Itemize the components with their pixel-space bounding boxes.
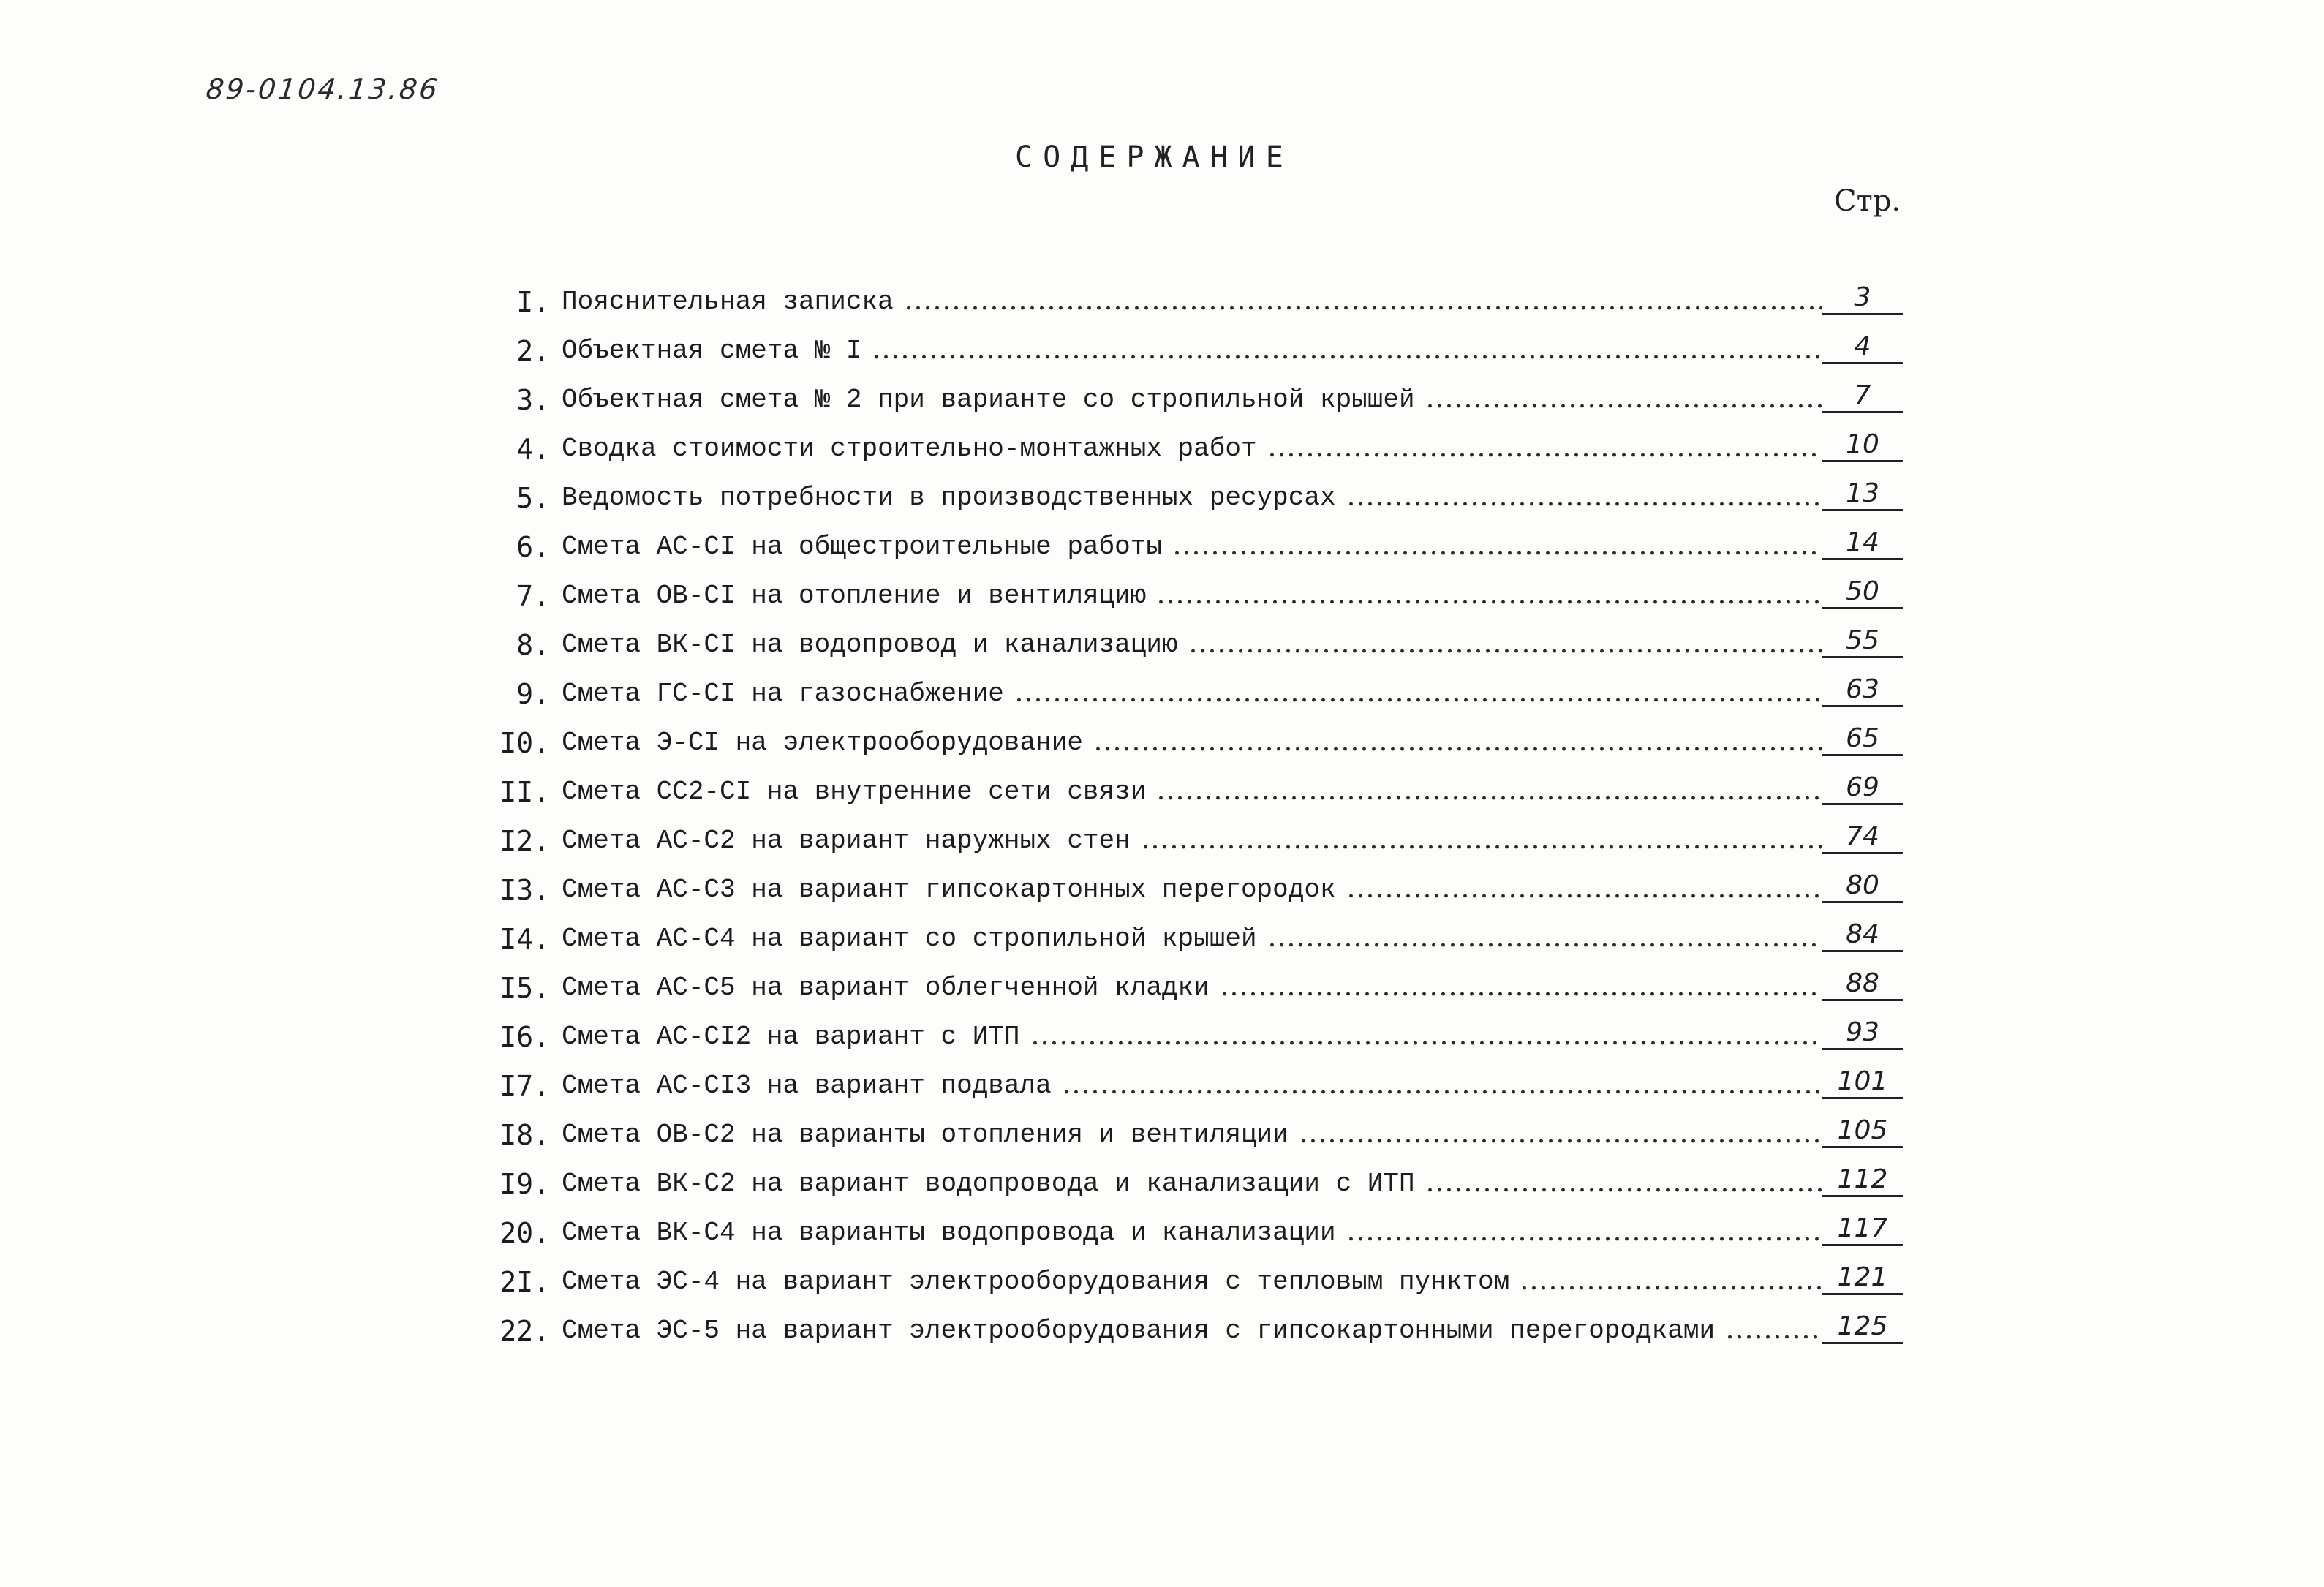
toc-item-title: Смета ОВ-С2 на варианты отопления и вентиляции: [562, 1120, 1289, 1150]
toc-item-page: 10: [1822, 429, 1903, 462]
toc-item-title: Смета СС2-СI на внутренние сети связи: [562, 777, 1147, 807]
toc-item-number: I3.: [499, 874, 550, 906]
toc-row: [491, 808, 1903, 857]
toc-item-title: Смета АС-С4 на вариант со стропильной крышей: [562, 924, 1257, 954]
toc-item-number: II.: [499, 776, 550, 808]
toc-row: [491, 367, 1903, 416]
toc-item-title: Пояснительная записка: [562, 287, 894, 317]
toc-row: [491, 1004, 1903, 1053]
dot-leader: [1346, 893, 1822, 899]
toc-item-title: Смета ВК-СI на водопровод и канализацию: [562, 630, 1178, 660]
toc-item-page: 121: [1822, 1262, 1903, 1295]
dot-leader: [904, 305, 1822, 311]
toc-row: [491, 661, 1903, 710]
toc-item-title: Объектная смета № I: [562, 336, 862, 366]
dot-leader: [1425, 403, 1822, 409]
toc-item-page: 13: [1822, 478, 1903, 511]
toc-item-page: 84: [1822, 919, 1903, 952]
dot-leader: [1725, 1334, 1822, 1340]
toc-item-title: Смета ГС-СI на газоснабжение: [562, 679, 1004, 709]
toc-row: [491, 465, 1903, 514]
toc-item-title: Смета ЭС-4 на вариант электрооборудования с тепловым пунктом: [562, 1267, 1510, 1297]
toc-row: [491, 1200, 1903, 1249]
toc-row: [491, 1151, 1903, 1200]
toc-item-number: I.: [516, 286, 550, 318]
toc-item-page: 14: [1822, 527, 1903, 560]
toc-item-title: Смета ВК-С2 на вариант водопровода и канализации с ИТП: [562, 1169, 1415, 1199]
dot-leader: [1014, 697, 1822, 703]
toc-item-number: 4.: [516, 433, 550, 465]
toc-row: [491, 1298, 1903, 1347]
toc-item-page: 101: [1822, 1066, 1903, 1099]
toc-row: [491, 269, 1903, 318]
toc-row: [491, 857, 1903, 906]
dot-leader: [1188, 648, 1822, 654]
toc-item-number: 20.: [499, 1217, 550, 1249]
toc-item-title: Смета Э-СI на электрооборудование: [562, 728, 1083, 758]
toc-item-number: 6.: [516, 531, 550, 563]
toc-item-page: 7: [1822, 380, 1903, 413]
toc-item-page: 4: [1822, 331, 1903, 364]
toc-item-number: 5.: [516, 482, 550, 514]
dot-leader: [1030, 1040, 1822, 1046]
toc-item-number: 9.: [516, 678, 550, 710]
toc-item-title: Объектная смета № 2 при варианте со стропильной крышей: [562, 385, 1415, 415]
toc-item-page: 88: [1822, 968, 1903, 1001]
toc-item-number: 2I.: [499, 1266, 550, 1298]
toc-item-number: I2.: [499, 825, 550, 857]
toc-item-page: 117: [1822, 1213, 1903, 1246]
dot-leader: [1425, 1187, 1822, 1193]
toc-row: [491, 1102, 1903, 1151]
table-of-contents: [491, 269, 1903, 1347]
document-code: 89-0104.13.86: [204, 73, 441, 105]
dot-leader: [1520, 1285, 1822, 1291]
toc-item-page: 63: [1822, 674, 1903, 707]
toc-item-title: Сводка стоимости строительно-монтажных работ: [562, 434, 1257, 464]
toc-item-title: Смета АС-СI3 на вариант подвала: [562, 1071, 1052, 1101]
toc-row: [491, 318, 1903, 367]
toc-row: [491, 563, 1903, 612]
toc-item-title: Смета ВК-С4 на варианты водопровода и канализации: [562, 1218, 1336, 1248]
dot-leader: [1172, 550, 1822, 556]
toc-item-title: Смета АС-С5 на вариант облегченной кладки: [562, 973, 1210, 1003]
toc-row: [491, 612, 1903, 661]
toc-item-title: Ведомость потребности в производственных ресурсах: [562, 483, 1336, 513]
toc-row: [491, 906, 1903, 955]
toc-item-page: 69: [1822, 772, 1903, 805]
toc-item-title: Смета АС-СI на общестроительные работы: [562, 532, 1162, 562]
dot-leader: [1141, 844, 1822, 850]
dot-leader: [1093, 746, 1822, 752]
dot-leader: [1346, 501, 1822, 507]
toc-row: [491, 1053, 1903, 1102]
toc-item-number: I8.: [499, 1119, 550, 1151]
dot-leader: [1346, 1236, 1822, 1242]
toc-item-page: 125: [1822, 1311, 1903, 1344]
dot-leader: [1156, 599, 1822, 605]
toc-item-number: 22.: [499, 1315, 550, 1347]
toc-row: [491, 1249, 1903, 1298]
toc-item-number: 3.: [516, 384, 550, 416]
toc-row: [491, 710, 1903, 759]
page-column-header: Стр.: [1834, 184, 1901, 218]
toc-item-title: Смета ОВ-СI на отопление и вентиляцию: [562, 581, 1147, 611]
page-title: СОДЕРЖАНИЕ: [1015, 140, 1294, 174]
dot-leader: [1220, 991, 1822, 997]
toc-item-page: 55: [1822, 625, 1903, 658]
dot-leader: [1267, 942, 1822, 948]
toc-item-page: 74: [1822, 821, 1903, 854]
toc-item-number: I6.: [499, 1021, 550, 1053]
toc-item-number: I0.: [499, 727, 550, 759]
toc-item-number: 2.: [516, 335, 550, 367]
toc-row: [491, 759, 1903, 808]
dot-leader: [872, 354, 1822, 360]
toc-item-page: 50: [1822, 576, 1903, 609]
toc-item-page: 65: [1822, 723, 1903, 756]
toc-row: [491, 416, 1903, 465]
toc-item-page: 93: [1822, 1017, 1903, 1050]
toc-item-page: 112: [1822, 1164, 1903, 1197]
toc-item-number: I4.: [499, 923, 550, 955]
toc-item-title: Смета АС-С3 на вариант гипсокартонных перегородок: [562, 875, 1336, 905]
dot-leader: [1062, 1089, 1822, 1095]
dot-leader: [1267, 452, 1822, 458]
toc-item-title: Смета АС-С2 на вариант наружных стен: [562, 826, 1131, 856]
toc-item-page: 80: [1822, 870, 1903, 903]
toc-item-number: I5.: [499, 972, 550, 1004]
dot-leader: [1156, 795, 1822, 801]
toc-row: [491, 514, 1903, 563]
toc-item-title: Смета ЭС-5 на вариант электрооборудования с гипсокартонными перегородками: [562, 1316, 1716, 1346]
toc-item-page: 105: [1822, 1115, 1903, 1148]
toc-item-number: 8.: [516, 629, 550, 661]
toc-row: [491, 955, 1903, 1004]
toc-item-title: Смета АС-СI2 на вариант с ИТП: [562, 1022, 1020, 1052]
toc-item-page: 3: [1822, 282, 1903, 315]
toc-item-number: I7.: [499, 1070, 550, 1102]
toc-item-number: 7.: [516, 580, 550, 612]
dot-leader: [1299, 1138, 1822, 1144]
toc-item-number: I9.: [499, 1168, 550, 1200]
